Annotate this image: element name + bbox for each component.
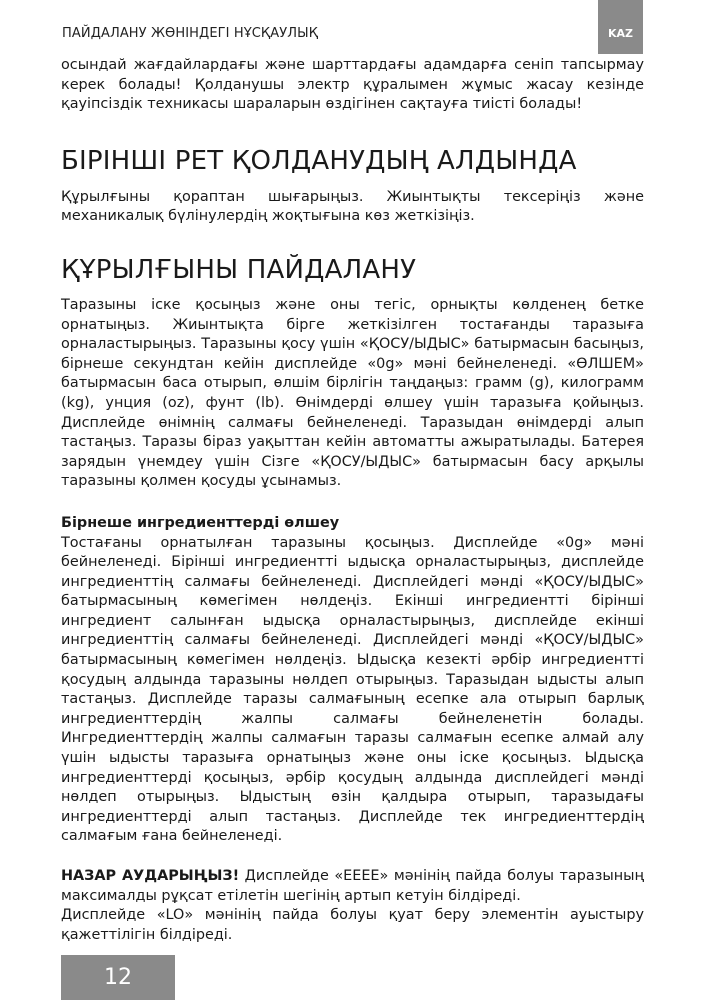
section-heading-usage: ҚҰРЫЛҒЫНЫ ПАЙДАЛАНУ xyxy=(61,254,417,285)
page-content xyxy=(61,56,644,945)
subsection-heading-multiple-ingredients: Бірнеше ингредиенттерді өлшеу xyxy=(61,514,340,531)
page-number: 12 xyxy=(61,955,175,1000)
warning-paragraph xyxy=(61,867,644,906)
language-badge: KAZ xyxy=(598,0,643,54)
header-title: ПАЙДАЛАНУ ЖӨНІНДЕГІ НҰСҚАУЛЫҚ xyxy=(62,26,319,41)
low-battery-paragraph: Дисплейде «LO» мәнінің пайда болуы қуат беру элементін ауыстыру қажеттілігін білдіреді. xyxy=(61,907,644,943)
section-body-before-use: Құрылғыны қораптан шығарыңыз. Жиынтықты тексеріңіз және механикалық бүлінулердің жоқтығына көз жеткізіңіз. xyxy=(61,188,644,225)
intro-paragraph: осындай жағдайлардағы және шарттардағы адамдарға сеніп тапсырмау керек болады! Қолданушы электр құралымен жұмыс жасау кезінде қауіпсіздік техникасы шараларын өздігінен сақтауға тиісті болады! xyxy=(61,57,644,113)
warning-text: Дисплейде «ЕЕЕЕ» мәнінің пайда болуы таразының максималды рұқсат етілетін шегінің артып кетуін білдіреді. xyxy=(61,868,644,904)
warning-block xyxy=(61,867,644,945)
subsection-body-multiple-ingredients: Тостағаны орнатылған таразыны қосыңыз. Дисплейде «0g» мәні бейнеленеді. Бірінші ингредиентті ыдысқа орналастырыңыз, дисплейде ингредиенттің салмағы бейнеленеді. Дисплейдегі мәнді «ҚОСУ/ЫДЫС» батырмасының көмегімен нөлдеңіз. Екінші ингредиентті бірінші ингредиент салынған ыдысқа орналастырыңыз, дисплейде екінші ингредиенттің салмағы бейнеленеді. Дисплейдегі мәнді «ҚОСУ/ЫДЫС» батырмасының көмегімен нөлдеңіз. Ыдысқа кезекті әрбір ингредиентті қосудың алдында таразыны нөлдеп отырыңыз. Таразыдан ыдысты алып тастаңыз. Дисплейде таразы салмағының есепке ала отырып барлық ингредиенттердің жалпы салмағы бейнеленетін болады. Ингредиенттердің жалпы салмағын таразы салмағын есепке алмай алу үшін ыдысты таразыға орнатыңыз және оны іске қосыңыз. Ыдысқа ингредиенттерді қосыңыз, әрбір қосудың алдында дисплейдегі мәнді нөлдеп отырыңыз. Ыдыстың өзін қалдыра отырып, таразыдағы ингредиенттерді алып тастаңыз. Дисплейде тек ингредиенттердің салмағым ғана бейнеленеді. xyxy=(61,534,644,845)
warning-label: НАЗАР АУДАРЫҢЫЗ! xyxy=(61,868,240,884)
section-heading-before-use: БІРІНШІ РЕТ ҚОЛДАНУДЫҢ АЛДЫНДА xyxy=(61,145,577,176)
section-body-usage: Таразыны іске қосыңыз және оны тегіс, орнықты көлденең бетке орнатыңыз. Жиынтықта бірге жеткізілген тостағанды таразыға орналастырыңыз. Таразыны қосу үшін «ҚОСУ/ЫДЫС» батырмасын басыңыз, бірнеше секундтан кейін дисплейде «0g» мәні бейнеленеді. «ӨЛШЕМ» батырмасын баса отырып, өлшім бірлігін таңдаңыз: грамм (g), килограмм (kg), унция (oz), фунт (lb). Өнімдерді өлшеу үшін таразыға қойыңыз. Дисплейде өнімнің салмағы бейнеленеді. Таразыдан өнімдерді алып тастаңыз. Таразы біраз уақыттан кейін автоматты ажыратылады. Батерея зарядын үнемдеу үшін Сізге «ҚОСУ/ЫДЫС» батырмасын басу арқылы таразыны қолмен қосуды ұсынамыз. xyxy=(61,296,644,490)
